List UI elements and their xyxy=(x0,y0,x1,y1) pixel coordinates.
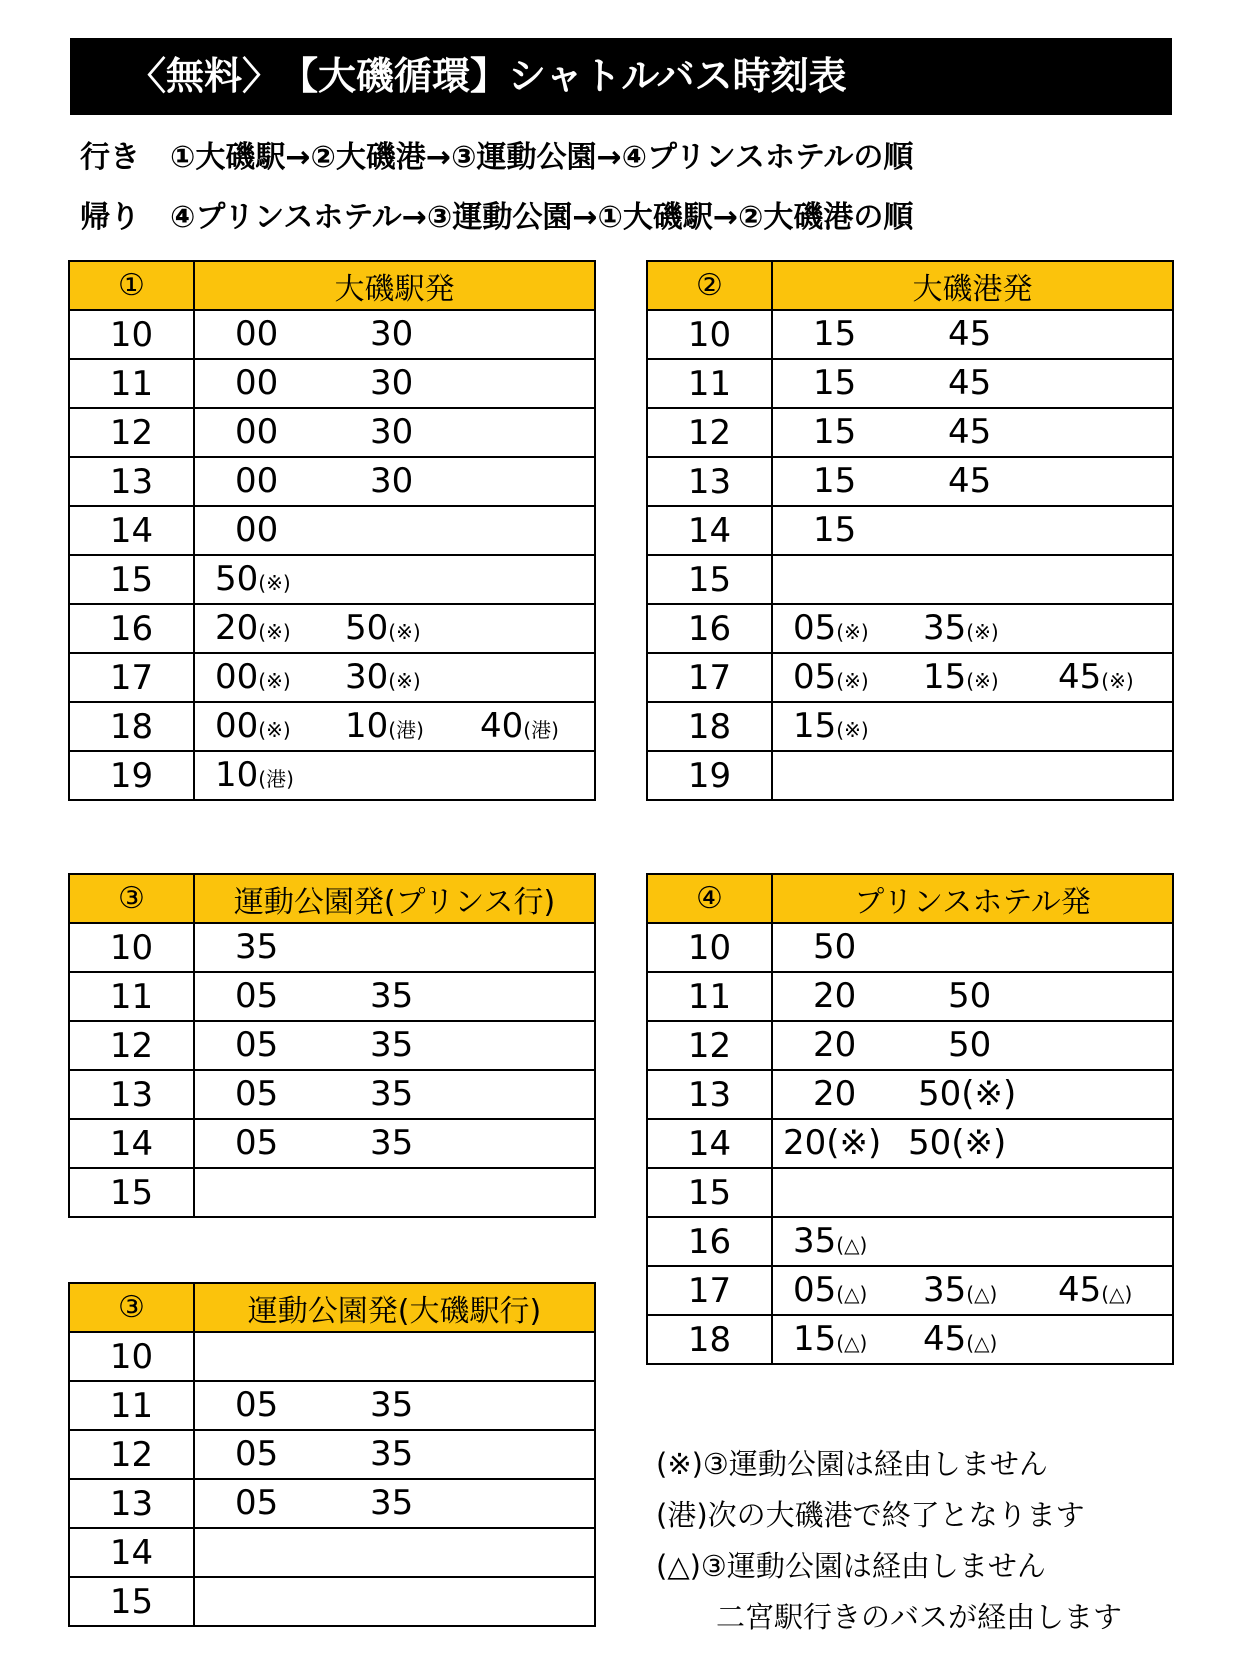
departure-time xyxy=(923,1319,997,1359)
hour-cell: 13 xyxy=(647,1070,772,1119)
minute-value: 05 xyxy=(235,1433,279,1474)
minute-value: 50 xyxy=(948,975,992,1016)
departure-time xyxy=(923,1270,997,1310)
minutes-cell xyxy=(194,1070,595,1119)
minute-value: 00 xyxy=(235,362,279,403)
departure-time xyxy=(923,657,999,697)
table-row xyxy=(69,457,595,506)
table-row xyxy=(69,751,595,800)
hour-cell: 10 xyxy=(647,923,772,972)
departure-time xyxy=(235,1025,278,1065)
note-kome: (※)③運動公園は経由しません xyxy=(656,1447,1048,1481)
departure-time xyxy=(793,1221,867,1261)
departure-note-mark: (港) xyxy=(388,717,424,742)
minute-value: 45 xyxy=(923,1318,967,1359)
table-row xyxy=(647,604,1173,653)
departure-note-mark: (港) xyxy=(523,717,559,742)
hour-cell: 14 xyxy=(647,506,772,555)
minute-value: 00 xyxy=(235,460,279,501)
table-row xyxy=(647,506,1173,555)
minute-value: 15 xyxy=(813,411,857,452)
minute-value: 05 xyxy=(235,1482,279,1523)
departure-note-mark: (※) xyxy=(1101,668,1134,693)
hour-cell: 13 xyxy=(647,457,772,506)
departure-time xyxy=(908,1123,1006,1163)
hour-cell: 15 xyxy=(69,555,194,604)
hour-cell: 13 xyxy=(69,1070,194,1119)
hour-cell: 11 xyxy=(69,359,194,408)
minute-value: 30 xyxy=(370,313,414,354)
minute-value: 35 xyxy=(370,1384,414,1425)
minute-value: 15 xyxy=(923,656,967,697)
departure-note-mark: (△) xyxy=(1101,1281,1133,1306)
departure-note-mark: (※) xyxy=(836,668,869,693)
minute-value: 30 xyxy=(370,460,414,501)
table-header xyxy=(647,261,1173,310)
departure-time xyxy=(345,657,421,697)
table-row xyxy=(69,1430,595,1479)
minute-value: 05 xyxy=(235,1024,279,1065)
departure-note-mark: (※) xyxy=(836,717,869,742)
hour-cell: 16 xyxy=(647,604,772,653)
departure-time xyxy=(215,706,291,746)
table-row xyxy=(647,972,1173,1021)
minutes-cell xyxy=(772,604,1173,653)
departure-time xyxy=(235,314,278,354)
departure-time xyxy=(235,1483,278,1523)
hour-cell: 15 xyxy=(647,1168,772,1217)
hour-cell: 11 xyxy=(647,359,772,408)
stop-name: 運動公園発(プリンス行) xyxy=(194,874,595,923)
table-row xyxy=(647,359,1173,408)
departure-time xyxy=(370,1074,413,1114)
minute-value: 45 xyxy=(948,313,992,354)
table-row xyxy=(69,1577,595,1626)
minute-value: 00 xyxy=(215,705,259,746)
hour-cell: 18 xyxy=(647,702,772,751)
hour-cell: 10 xyxy=(69,923,194,972)
minutes-cell xyxy=(772,923,1173,972)
table-row xyxy=(69,972,595,1021)
departure-time xyxy=(370,976,413,1016)
minute-value: 00 xyxy=(215,656,259,697)
minute-value: 35 xyxy=(370,1122,414,1163)
hour-cell: 16 xyxy=(69,604,194,653)
departure-time xyxy=(235,1385,278,1425)
departure-note-mark: (※) xyxy=(966,668,999,693)
departure-time xyxy=(1058,1270,1132,1310)
table-row xyxy=(647,1119,1173,1168)
minutes-cell xyxy=(194,1021,595,1070)
table-row xyxy=(69,1168,595,1217)
departure-time xyxy=(235,412,278,452)
minute-value: 30 xyxy=(345,656,389,697)
minute-value: 10 xyxy=(345,705,389,746)
departure-time xyxy=(215,657,291,697)
minutes-cell xyxy=(194,506,595,555)
minute-value: 05 xyxy=(235,1384,279,1425)
minutes-cell xyxy=(194,1381,595,1430)
hour-cell: 15 xyxy=(647,555,772,604)
stop-name: 大磯駅発 xyxy=(194,261,595,310)
minute-value: 15 xyxy=(813,460,857,501)
departure-time xyxy=(235,510,278,550)
minutes-cell xyxy=(772,408,1173,457)
departure-time xyxy=(370,1434,413,1474)
table-row xyxy=(647,1070,1173,1119)
departure-note-mark: (※) xyxy=(388,668,421,693)
minute-value: 35 xyxy=(923,1269,967,1310)
table-row xyxy=(647,653,1173,702)
stop-name: 運動公園発(大磯駅行) xyxy=(194,1283,595,1332)
minute-value: 45 xyxy=(948,411,992,452)
minute-value: 05 xyxy=(793,656,837,697)
departure-time xyxy=(345,608,421,648)
hour-cell: 10 xyxy=(647,310,772,359)
departure-time xyxy=(813,461,856,501)
departure-time xyxy=(948,314,991,354)
minute-value: 35 xyxy=(793,1220,837,1261)
departure-time xyxy=(215,559,291,599)
departure-note-mark: (△) xyxy=(836,1330,868,1355)
departure-time xyxy=(813,314,856,354)
minutes-cell xyxy=(194,751,595,800)
table-row xyxy=(647,555,1173,604)
stop-number: ③ xyxy=(69,874,194,923)
minute-value: 35 xyxy=(370,1482,414,1523)
departure-time xyxy=(793,1270,867,1310)
minute-value: 50 xyxy=(948,1024,992,1065)
minutes-cell xyxy=(194,555,595,604)
minutes-cell xyxy=(772,972,1173,1021)
timetable-4 xyxy=(68,1282,596,1627)
table-row xyxy=(69,1528,595,1577)
departure-time xyxy=(813,927,856,967)
minutes-cell xyxy=(772,751,1173,800)
minutes-cell xyxy=(772,1119,1173,1168)
route-inbound: 帰り ④プリンスホテル→③運動公園→①大磯駅→②大磯港の順 xyxy=(80,200,914,235)
departure-note-mark: (※) xyxy=(258,619,291,644)
departure-note-mark: (※) xyxy=(388,619,421,644)
minute-value: 45 xyxy=(1058,1269,1102,1310)
departure-time xyxy=(235,363,278,403)
table-row xyxy=(647,1266,1173,1315)
departure-time xyxy=(370,314,413,354)
table-header xyxy=(647,874,1173,923)
minute-value: 45 xyxy=(948,362,992,403)
route-outbound: 行き ①大磯駅→②大磯港→③運動公園→④プリンスホテルの順 xyxy=(80,140,914,175)
minute-value: 30 xyxy=(370,362,414,403)
departure-time xyxy=(370,461,413,501)
minutes-cell xyxy=(772,310,1173,359)
departure-time xyxy=(235,976,278,1016)
minutes-cell xyxy=(194,1479,595,1528)
minute-value: 45 xyxy=(948,460,992,501)
table-row xyxy=(647,1315,1173,1364)
minutes-cell xyxy=(194,457,595,506)
timetable-3 xyxy=(68,873,596,1218)
timetable-1 xyxy=(68,260,596,801)
hour-cell: 12 xyxy=(647,408,772,457)
minutes-cell xyxy=(772,1021,1173,1070)
departure-time xyxy=(918,1074,1016,1114)
minute-value: 35 xyxy=(370,1024,414,1065)
departure-note-mark: (※) xyxy=(258,717,291,742)
departure-time xyxy=(370,1483,413,1523)
minute-value: 35 xyxy=(370,1073,414,1114)
minutes-cell xyxy=(194,408,595,457)
minutes-cell xyxy=(772,457,1173,506)
minute-value: 20 xyxy=(813,1024,857,1065)
minute-value: 05 xyxy=(235,975,279,1016)
minute-value: 15 xyxy=(813,362,857,403)
departure-time xyxy=(948,976,991,1016)
minute-value: 00 xyxy=(235,313,279,354)
minute-value: 10 xyxy=(215,754,259,795)
departure-time xyxy=(793,1319,867,1359)
departure-time xyxy=(793,608,869,648)
minute-value: 00 xyxy=(235,509,279,550)
minute-value: 20 xyxy=(215,607,259,648)
hour-cell: 10 xyxy=(69,1332,194,1381)
departure-time xyxy=(793,706,869,746)
departure-note-mark: (△) xyxy=(836,1232,868,1257)
hour-cell: 14 xyxy=(647,1119,772,1168)
minutes-cell xyxy=(772,506,1173,555)
table-row xyxy=(69,1381,595,1430)
departure-note-mark: (※) xyxy=(966,619,999,644)
minutes-cell xyxy=(194,972,595,1021)
minute-value: 20 xyxy=(813,1073,857,1114)
minutes-cell xyxy=(772,702,1173,751)
hour-cell: 17 xyxy=(647,653,772,702)
hour-cell: 12 xyxy=(69,408,194,457)
table-row xyxy=(69,653,595,702)
minute-value: 05 xyxy=(793,607,837,648)
departure-time xyxy=(948,1025,991,1065)
minutes-cell xyxy=(772,359,1173,408)
table-row xyxy=(69,923,595,972)
minute-value: 50 xyxy=(215,558,259,599)
table-row xyxy=(647,1168,1173,1217)
minute-value: 50(※) xyxy=(918,1073,1017,1114)
departure-note-mark: (△) xyxy=(966,1330,998,1355)
minute-value: 15 xyxy=(793,1318,837,1359)
departure-note-mark: (※) xyxy=(258,668,291,693)
stop-name: プリンスホテル発 xyxy=(772,874,1173,923)
departure-note-mark: (※) xyxy=(836,619,869,644)
departure-note-mark: (△) xyxy=(836,1281,868,1306)
minute-value: 35 xyxy=(923,607,967,648)
table-row xyxy=(69,1119,595,1168)
departure-time xyxy=(793,657,869,697)
stop-number: ② xyxy=(647,261,772,310)
minutes-cell xyxy=(772,1266,1173,1315)
table-row xyxy=(69,506,595,555)
minute-value: 45 xyxy=(1058,656,1102,697)
minutes-cell xyxy=(772,555,1173,604)
departure-time xyxy=(813,412,856,452)
minute-value: 00 xyxy=(235,411,279,452)
hour-cell: 17 xyxy=(647,1266,772,1315)
stop-number: ③ xyxy=(69,1283,194,1332)
table-row xyxy=(69,1021,595,1070)
minutes-cell xyxy=(194,1168,595,1217)
minutes-cell xyxy=(772,653,1173,702)
table-row xyxy=(69,1479,595,1528)
hour-cell: 11 xyxy=(647,972,772,1021)
hour-cell: 16 xyxy=(647,1217,772,1266)
minute-value: 15 xyxy=(813,509,857,550)
departure-time xyxy=(948,461,991,501)
table-row xyxy=(69,702,595,751)
hour-cell: 18 xyxy=(69,702,194,751)
hour-cell: 14 xyxy=(69,506,194,555)
departure-time xyxy=(813,1025,856,1065)
minute-value: 20 xyxy=(813,975,857,1016)
minute-value: 05 xyxy=(793,1269,837,1310)
minutes-cell xyxy=(194,702,595,751)
departure-time xyxy=(345,706,424,746)
departure-note-mark: (△) xyxy=(966,1281,998,1306)
minutes-cell xyxy=(772,1315,1173,1364)
table-row xyxy=(647,702,1173,751)
departure-time xyxy=(370,1123,413,1163)
minute-value: 20(※) xyxy=(783,1122,882,1163)
table-row xyxy=(69,604,595,653)
departure-time xyxy=(813,1074,856,1114)
minute-value: 05 xyxy=(235,1122,279,1163)
table-row xyxy=(69,555,595,604)
stop-number: ① xyxy=(69,261,194,310)
timetable-2 xyxy=(646,260,1174,801)
note-triangle: (△)③運動公園は経由しません xyxy=(656,1549,1046,1583)
table-row xyxy=(647,310,1173,359)
minutes-cell xyxy=(194,1430,595,1479)
table-row xyxy=(69,310,595,359)
stop-number: ④ xyxy=(647,874,772,923)
departure-time xyxy=(783,1123,881,1163)
table-header xyxy=(69,261,595,310)
table-row xyxy=(69,359,595,408)
note-ninomiya: 二宮駅行きのバスが経由します xyxy=(716,1600,1123,1634)
minute-value: 15 xyxy=(793,705,837,746)
minute-value: 35 xyxy=(370,1433,414,1474)
hour-cell: 17 xyxy=(69,653,194,702)
departure-time xyxy=(235,1074,278,1114)
departure-time xyxy=(370,1385,413,1425)
table-row xyxy=(647,457,1173,506)
hour-cell: 12 xyxy=(69,1430,194,1479)
minutes-cell xyxy=(194,604,595,653)
table-header xyxy=(69,1283,595,1332)
table-row xyxy=(69,1332,595,1381)
hour-cell: 13 xyxy=(69,1479,194,1528)
departure-time xyxy=(370,1025,413,1065)
table-row xyxy=(647,1217,1173,1266)
hour-cell: 19 xyxy=(69,751,194,800)
departure-time xyxy=(235,461,278,501)
table-header xyxy=(69,874,595,923)
departure-time xyxy=(370,412,413,452)
minutes-cell xyxy=(194,310,595,359)
minutes-cell xyxy=(194,1119,595,1168)
hour-cell: 12 xyxy=(647,1021,772,1070)
timetable-5 xyxy=(646,873,1174,1365)
departure-time xyxy=(480,706,559,746)
hour-cell: 14 xyxy=(69,1119,194,1168)
departure-note-mark: (※) xyxy=(258,570,291,595)
hour-cell: 13 xyxy=(69,457,194,506)
table-row xyxy=(647,408,1173,457)
hour-cell: 19 xyxy=(647,751,772,800)
stop-name: 大磯港発 xyxy=(772,261,1173,310)
minutes-cell xyxy=(194,1528,595,1577)
minute-value: 35 xyxy=(235,926,279,967)
departure-time xyxy=(813,510,856,550)
minutes-cell xyxy=(194,1332,595,1381)
hour-cell: 11 xyxy=(69,1381,194,1430)
departure-time xyxy=(813,363,856,403)
minute-value: 35 xyxy=(370,975,414,1016)
minute-value: 15 xyxy=(813,313,857,354)
minute-value: 05 xyxy=(235,1073,279,1114)
minutes-cell xyxy=(194,923,595,972)
table-row xyxy=(647,923,1173,972)
minute-value: 30 xyxy=(370,411,414,452)
minutes-cell xyxy=(772,1168,1173,1217)
hour-cell: 14 xyxy=(69,1528,194,1577)
minutes-cell xyxy=(772,1070,1173,1119)
hour-cell: 18 xyxy=(647,1315,772,1364)
minute-value: 40 xyxy=(480,705,524,746)
departure-time xyxy=(215,608,291,648)
hour-cell: 15 xyxy=(69,1168,194,1217)
hour-cell: 10 xyxy=(69,310,194,359)
minutes-cell xyxy=(772,1217,1173,1266)
departure-time xyxy=(813,976,856,1016)
minute-value: 50(※) xyxy=(908,1122,1007,1163)
table-row xyxy=(69,1070,595,1119)
minute-value: 50 xyxy=(813,926,857,967)
hour-cell: 15 xyxy=(69,1577,194,1626)
minutes-cell xyxy=(194,653,595,702)
minute-value: 50 xyxy=(345,607,389,648)
page-title xyxy=(70,38,1172,115)
table-row xyxy=(647,751,1173,800)
table-row xyxy=(69,408,595,457)
table-row xyxy=(647,1021,1173,1070)
departure-time xyxy=(948,412,991,452)
hour-cell: 12 xyxy=(69,1021,194,1070)
departure-note-mark: (港) xyxy=(258,766,294,791)
departure-time xyxy=(1058,657,1134,697)
departure-time xyxy=(235,1123,278,1163)
departure-time xyxy=(923,608,999,648)
departure-time xyxy=(370,363,413,403)
hour-cell: 11 xyxy=(69,972,194,1021)
title-text: 〈無料〉 【大磯循環】シャトルバス時刻表 xyxy=(128,54,847,98)
departure-time xyxy=(235,927,278,967)
minutes-cell xyxy=(194,1577,595,1626)
departure-time xyxy=(948,363,991,403)
minutes-cell xyxy=(194,359,595,408)
departure-time xyxy=(215,755,294,795)
note-port: (港)次の大磯港で終了となります xyxy=(656,1498,1085,1532)
departure-time xyxy=(235,1434,278,1474)
